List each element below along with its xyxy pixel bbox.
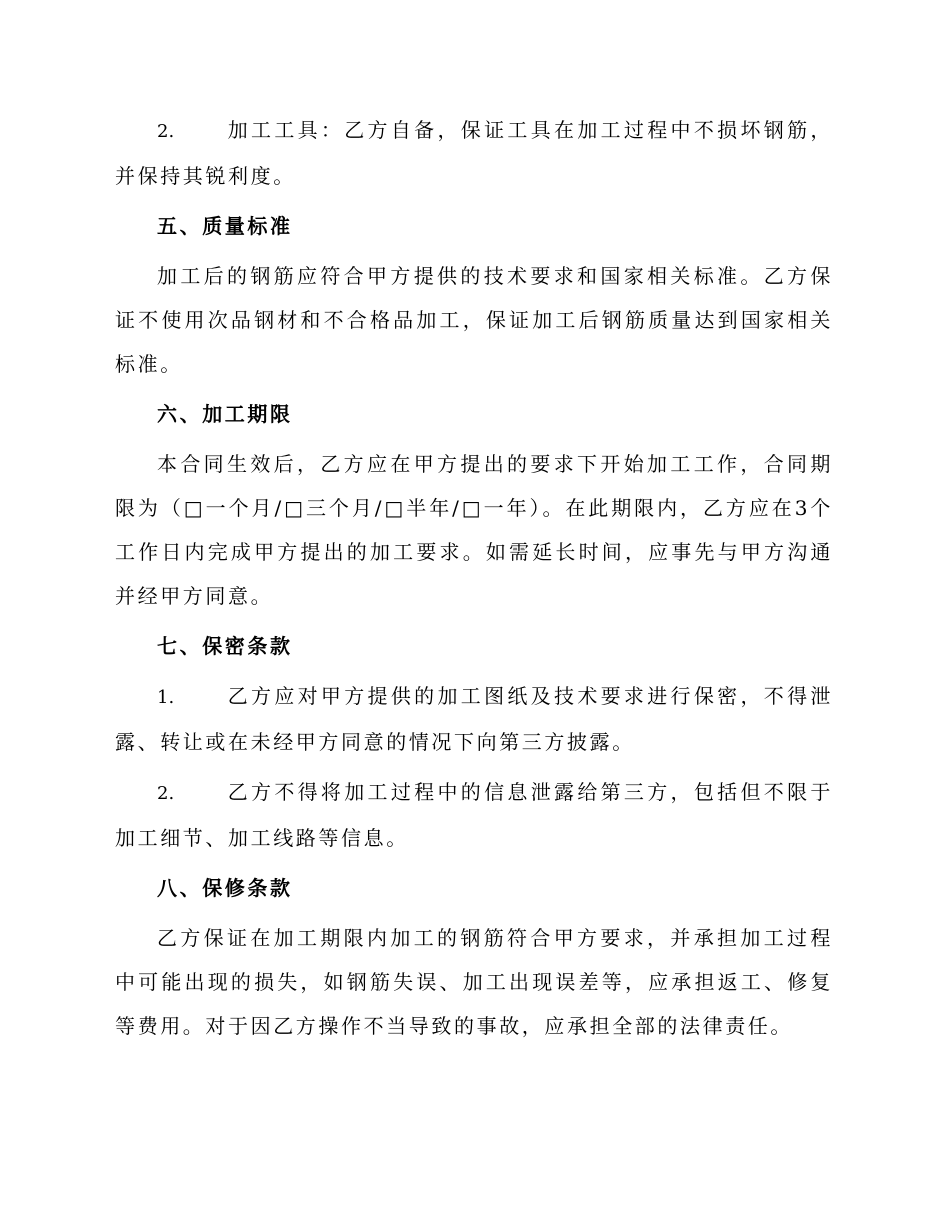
list-item-tools [115, 108, 833, 198]
list-item-confidentiality-2 [115, 770, 833, 860]
list-text: 加工工具：乙方自备，保证工具在加工过程中不损坏钢筋，并保持其锐利度。 [115, 118, 833, 188]
list-number: 1. [157, 687, 175, 708]
list-text: 乙方不得将加工过程中的信息泄露给第三方，包括但不限于加工细节、加工线路等信息。 [115, 780, 833, 850]
section-heading-confidentiality: 七、保密条款 [157, 634, 293, 658]
list-number: 2. [157, 121, 175, 142]
paragraph-quality: 加工后的钢筋应符合甲方提供的技术要求和国家相关标准。乙方保证不使用次品钢材和不合格品加工，保证加工后钢筋质量达到国家相关标准。 [115, 264, 833, 376]
section-heading-warranty: 八、保修条款 [157, 876, 293, 900]
document-body [115, 108, 833, 1054]
section-heading-period: 六、加工期限 [157, 402, 293, 426]
list-text: 乙方应对甲方提供的加工图纸及技术要求进行保密，不得泄露、转让或在未经甲方同意的情况下向第三方披露。 [115, 684, 833, 754]
list-number: 2. [157, 783, 175, 804]
paragraph-period: 本合同生效后，乙方应在甲方提出的要求下开始加工工作，合同期限为（□一个月/□三个月/□半年/□一年）。在此期限内，乙方应在3个工作日内完成甲方提出的加工要求。如需延长时间，应事先与甲方沟通并经甲方同意。 [115, 452, 833, 608]
list-item-confidentiality-1 [115, 674, 833, 764]
section-heading-quality: 五、质量标准 [157, 214, 293, 238]
paragraph-warranty: 乙方保证在加工期限内加工的钢筋符合甲方要求，并承担加工过程中可能出现的损失，如钢筋失误、加工出现误差等，应承担返工、修复等费用。对于因乙方操作不当导致的事故，应承担全部的法律责任。 [115, 926, 833, 1038]
